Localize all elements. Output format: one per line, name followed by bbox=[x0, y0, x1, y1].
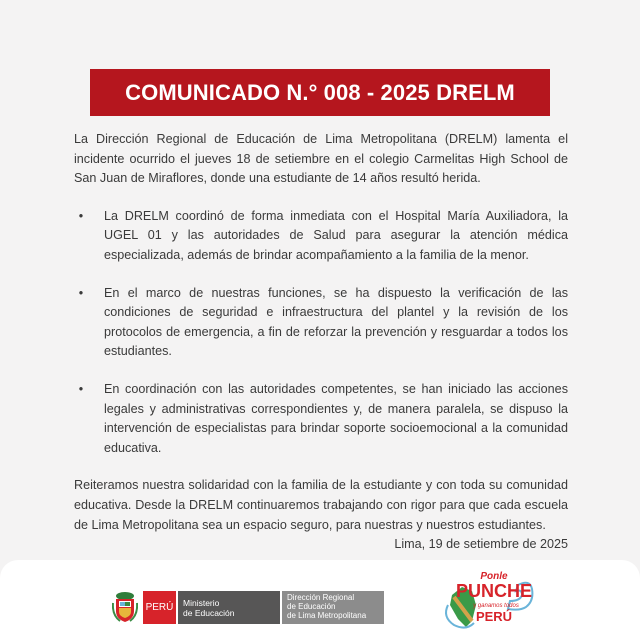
communique-body bbox=[74, 130, 568, 553]
dre-line: de Lima Metropolitana bbox=[287, 611, 367, 621]
punche-line4: PERÚ bbox=[475, 609, 513, 624]
bullet-item bbox=[74, 284, 568, 362]
bullet-text: En el marco de nuestras funciones, se ha dispuesto la verificación de las condiciones de seguridad e infraestructura del plantel y la revisión de los protocolos de emergencia, a fin de reforzar la prevención y resguardar a todos los estudiantes. bbox=[104, 285, 568, 359]
bullet-text: La DRELM coordinó de forma inmediata con el Hospital María Auxiliadora, la UGEL 01 y las autoridades de Salud para asegurar la atención médica especializada, además de brindar acompañamiento a la familia de la menor. bbox=[104, 208, 568, 262]
closing-paragraph: Reiteramos nuestra solidaridad con la familia de la estudiante y con toda su comunidad educativa. Desde la DRELM continuaremos trabajando con rigor para que cada escuela de Lima Metropolitana sea un espacio seguro, para nuestras y nuestros estudiantes. bbox=[74, 478, 568, 532]
punche-line3: y ganamos todos bbox=[473, 603, 519, 609]
ministry-line: de Educación bbox=[183, 607, 235, 618]
punche-line1: Ponle bbox=[480, 571, 508, 582]
coat-of-arms-icon bbox=[112, 591, 138, 624]
bullet-icon: • bbox=[78, 285, 84, 300]
dre-label bbox=[282, 591, 384, 624]
title-banner bbox=[90, 69, 550, 116]
punche-line2: PUNCHE bbox=[455, 581, 533, 601]
ministry-label bbox=[178, 591, 280, 624]
bullet-icon: • bbox=[78, 208, 84, 223]
dre-line: de Educación bbox=[287, 602, 336, 612]
page-title: COMUNICADO N.° 008 - 2025 DRELM bbox=[125, 79, 515, 105]
ponle-punche-logo bbox=[438, 565, 538, 635]
intro-paragraph: La Dirección Regional de Educación de Lima Metropolitana (DRELM) lamenta el incidente ocurrido el jueves 18 de setiembre en el colegio Carmelitas High School de San Juan de Miraflores, donde una estudiante de 14 años resultó herida. bbox=[74, 132, 568, 186]
bullet-item bbox=[74, 380, 568, 458]
ministry-line: Ministerio bbox=[183, 598, 220, 608]
bullet-icon: • bbox=[78, 381, 84, 396]
dre-line: Dirección Regional bbox=[287, 593, 355, 602]
place-date: Lima, 19 de setiembre de 2025 bbox=[394, 537, 568, 551]
minedu-logo bbox=[112, 591, 384, 624]
bullet-item bbox=[74, 207, 568, 266]
peru-label: PERÚ bbox=[143, 591, 176, 624]
bullet-text: En coordinación con las autoridades competentes, se han iniciado las acciones legales y administrativas correspondientes y, de manera paralela, se dispuso la intervención de especialistas para brindar soporte socioemocional a la comunidad educativa. bbox=[104, 381, 568, 455]
